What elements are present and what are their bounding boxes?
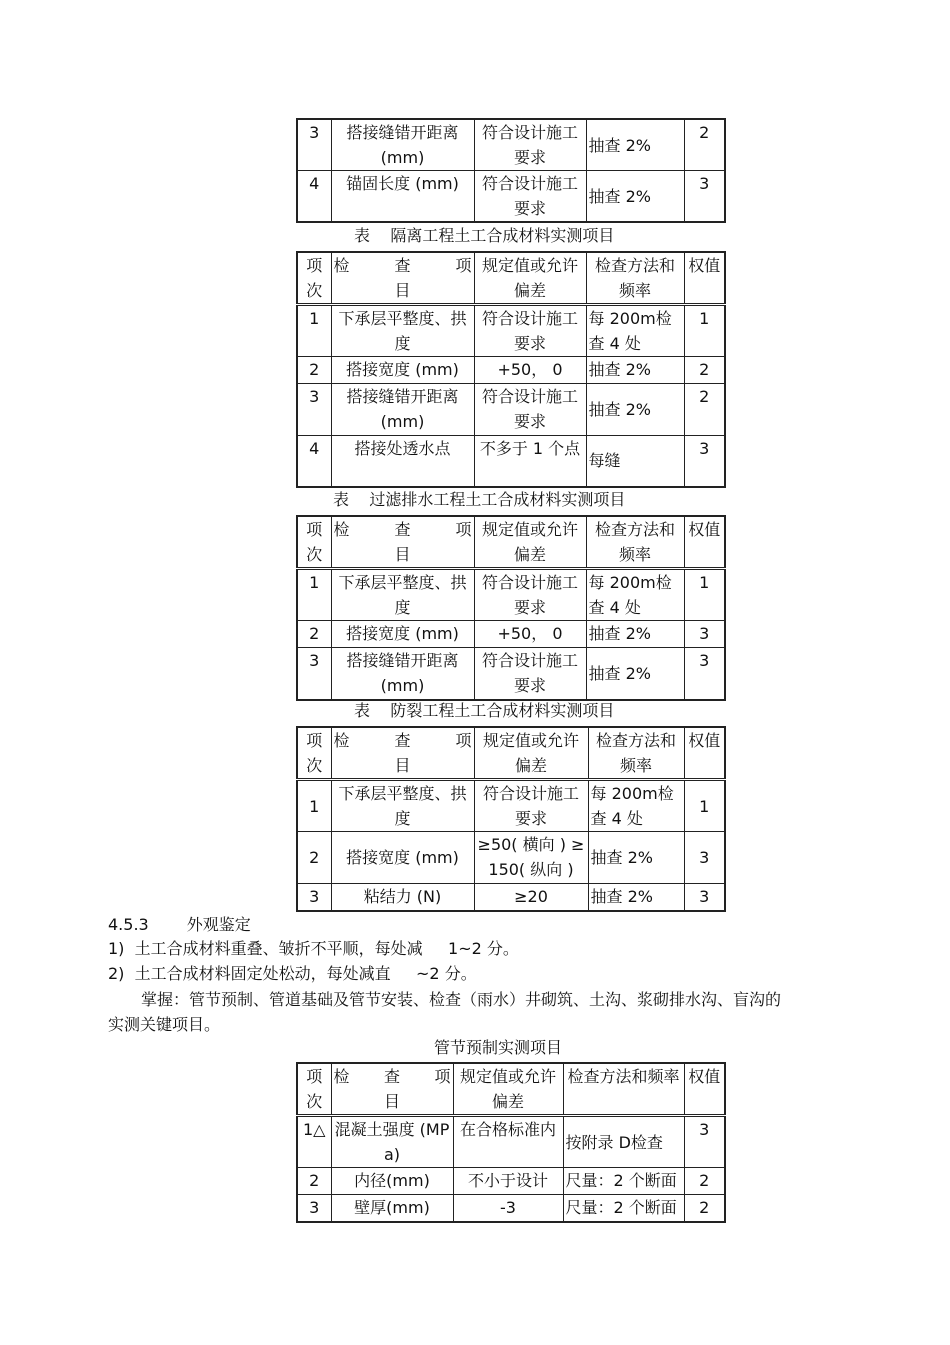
cell-spec: 不小于设计 bbox=[453, 1168, 563, 1195]
cell-item-no: 2 bbox=[297, 621, 331, 648]
cell-check-item: 搭接宽度 (mm) bbox=[331, 621, 474, 648]
cell-spec: 不多于 1 个点 bbox=[474, 436, 586, 487]
table-row bbox=[297, 648, 725, 700]
cell-item-no: 1△ bbox=[297, 1116, 331, 1168]
header-check-item: 检 查 项 目 bbox=[331, 516, 474, 569]
header-method: 检查方法和频率 bbox=[586, 252, 684, 305]
cell-method: 抽查 2% bbox=[586, 171, 684, 223]
header-check-item: 检 查 项 目 bbox=[331, 252, 474, 305]
cell-spec: 符合设计施工要求 bbox=[474, 171, 586, 223]
pipe-prefab-table bbox=[296, 1062, 726, 1223]
cell-weight: 3 bbox=[684, 1116, 725, 1168]
table-row bbox=[297, 436, 725, 487]
cell-weight: 1 bbox=[684, 305, 725, 357]
table-row bbox=[297, 384, 725, 436]
header-spec: 规定值或允许偏差 bbox=[474, 727, 588, 780]
cell-check-item: 搭接缝错开距离 (mm) bbox=[331, 648, 474, 700]
cell-weight: 3 bbox=[684, 621, 725, 648]
table-row bbox=[297, 884, 725, 911]
cell-method: 抽查 2% bbox=[588, 884, 684, 911]
cell-method: 每 200m检查 4 处 bbox=[588, 780, 684, 832]
cell-method: 按附录 D检查 bbox=[563, 1116, 684, 1168]
table-row bbox=[297, 621, 725, 648]
table-header-row bbox=[297, 516, 725, 569]
cell-method: 每 200m检查 4 处 bbox=[586, 569, 684, 621]
table-caption-pipe-prefab: 管节预制实测项目 bbox=[434, 1038, 563, 1057]
header-spec: 规定值或允许偏差 bbox=[474, 516, 586, 569]
cell-method: 尺量：2 个断面 bbox=[563, 1195, 684, 1222]
header-method: 检查方法和频率 bbox=[588, 727, 684, 780]
header-item-no: 项次 bbox=[297, 252, 331, 305]
cell-spec: 在合格标准内 bbox=[453, 1116, 563, 1168]
filter-drainage-table bbox=[296, 515, 726, 701]
table-header-row bbox=[297, 1063, 725, 1116]
table-row bbox=[297, 1168, 725, 1195]
table-caption-isolation: 表 隔离工程土工合成材料实测项目 bbox=[354, 226, 615, 245]
header-weight: 权值 bbox=[684, 727, 725, 780]
cell-weight: 2 bbox=[684, 384, 725, 436]
header-item-no: 项次 bbox=[297, 727, 331, 780]
header-weight: 权值 bbox=[684, 1063, 725, 1116]
cell-check-item: 锚固长度 (mm) bbox=[331, 171, 474, 223]
header-weight: 权值 bbox=[684, 252, 725, 305]
cell-item-no: 2 bbox=[297, 832, 331, 884]
table-row bbox=[297, 780, 725, 832]
cell-method: 抽查 2% bbox=[586, 648, 684, 700]
cell-spec: ≥50( 横向 ) ≥150( 纵向 ) bbox=[474, 832, 588, 884]
table-row bbox=[297, 357, 725, 384]
cell-method: 每缝 bbox=[586, 436, 684, 487]
header-spec: 规定值或允许偏差 bbox=[453, 1063, 563, 1116]
cell-method: 抽查 2% bbox=[586, 621, 684, 648]
cell-check-item: 下承层平整度、拱度 bbox=[331, 305, 474, 357]
header-weight: 权值 bbox=[684, 516, 725, 569]
cell-spec: 符合设计施工要求 bbox=[474, 305, 586, 357]
cell-check-item: 下承层平整度、拱度 bbox=[331, 569, 474, 621]
cell-weight: 3 bbox=[684, 884, 725, 911]
cell-weight: 2 bbox=[684, 119, 725, 171]
table-row bbox=[297, 1116, 725, 1168]
table-row bbox=[297, 1195, 725, 1222]
cell-method: 抽查 2% bbox=[586, 384, 684, 436]
section-number: 4.5.3 bbox=[108, 915, 149, 934]
cell-check-item: 搭接缝错开距离 (mm) bbox=[331, 119, 474, 171]
body-paragraph bbox=[108, 987, 858, 1037]
table-row bbox=[297, 171, 725, 223]
cell-weight: 2 bbox=[684, 357, 725, 384]
cell-item-no: 4 bbox=[297, 171, 331, 223]
cell-item-no: 1 bbox=[297, 305, 331, 357]
cell-method: 每 200m检查 4 处 bbox=[586, 305, 684, 357]
cell-check-item: 粘结力 (N) bbox=[331, 884, 474, 911]
cell-spec: +50， 0 bbox=[474, 357, 586, 384]
cell-weight: 3 bbox=[684, 648, 725, 700]
list-item: 1) 土工合成材料重叠、皱折不平顺，每处减 1~2 分。 bbox=[108, 939, 519, 958]
header-item-no: 项次 bbox=[297, 516, 331, 569]
cell-check-item: 壁厚(mm) bbox=[331, 1195, 453, 1222]
cell-method: 抽查 2% bbox=[588, 832, 684, 884]
cell-spec: 符合设计施工要求 bbox=[474, 569, 586, 621]
cell-item-no: 3 bbox=[297, 119, 331, 171]
cell-check-item: 内径(mm) bbox=[331, 1168, 453, 1195]
cell-item-no: 1 bbox=[297, 569, 331, 621]
header-item-no: 项次 bbox=[297, 1063, 331, 1116]
header-method: 检查方法和频率 bbox=[563, 1063, 684, 1116]
paragraph-line: 掌握：管节预制、管道基础及管节安装、检查（雨水）井砌筑、土沟、浆砌排水沟、盲沟的 bbox=[141, 990, 782, 1009]
cell-spec: ≥20 bbox=[474, 884, 588, 911]
header-check-item: 检 查 项 目 bbox=[331, 1063, 453, 1116]
paragraph-line: 实测关键项目。 bbox=[108, 1015, 221, 1034]
section-title: 外观鉴定 bbox=[186, 915, 251, 934]
cell-weight: 2 bbox=[684, 1195, 725, 1222]
cell-weight: 2 bbox=[684, 1168, 725, 1195]
anchoring-table-continuation bbox=[296, 118, 726, 223]
cell-method: 抽查 2% bbox=[586, 357, 684, 384]
cell-item-no: 3 bbox=[297, 884, 331, 911]
cell-item-no: 2 bbox=[297, 357, 331, 384]
cell-item-no: 3 bbox=[297, 648, 331, 700]
table-caption-filter-drainage: 表 过滤排水工程土工合成材料实测项目 bbox=[333, 490, 626, 509]
cell-item-no: 3 bbox=[297, 1195, 331, 1222]
crack-prevention-table bbox=[296, 726, 726, 912]
header-check-item: 检 查 项 目 bbox=[331, 727, 474, 780]
cell-check-item: 搭接处透水点 bbox=[331, 436, 474, 487]
table-header-row bbox=[297, 252, 725, 305]
cell-check-item: 混凝土强度 (MPa) bbox=[331, 1116, 453, 1168]
cell-check-item: 下承层平整度、拱度 bbox=[331, 780, 474, 832]
cell-weight: 1 bbox=[684, 780, 725, 832]
table-caption-crack-prevention: 表 防裂工程土工合成材料实测项目 bbox=[354, 701, 615, 720]
cell-spec: 符合设计施工要求 bbox=[474, 384, 586, 436]
cell-spec: -3 bbox=[453, 1195, 563, 1222]
cell-item-no: 2 bbox=[297, 1168, 331, 1195]
cell-spec: +50， 0 bbox=[474, 621, 586, 648]
table-row bbox=[297, 832, 725, 884]
header-spec: 规定值或允许偏差 bbox=[474, 252, 586, 305]
cell-method: 抽查 2% bbox=[586, 119, 684, 171]
table-row bbox=[297, 119, 725, 171]
cell-weight: 1 bbox=[684, 569, 725, 621]
table-row bbox=[297, 569, 725, 621]
cell-weight: 3 bbox=[684, 832, 725, 884]
cell-spec: 符合设计施工要求 bbox=[474, 648, 586, 700]
cell-method: 尺量：2 个断面 bbox=[563, 1168, 684, 1195]
list-item: 2) 土工合成材料固定处松动，每处减直 ~2 分。 bbox=[108, 964, 477, 983]
cell-item-no: 3 bbox=[297, 384, 331, 436]
cell-weight: 3 bbox=[684, 436, 725, 487]
table-row bbox=[297, 305, 725, 357]
cell-check-item: 搭接宽度 (mm) bbox=[331, 832, 474, 884]
isolation-table bbox=[296, 251, 726, 488]
cell-spec: 符合设计施工要求 bbox=[474, 780, 588, 832]
cell-spec: 符合设计施工要求 bbox=[474, 119, 586, 171]
cell-check-item: 搭接缝错开距离 (mm) bbox=[331, 384, 474, 436]
cell-weight: 3 bbox=[684, 171, 725, 223]
table-header-row bbox=[297, 727, 725, 780]
cell-item-no: 1 bbox=[297, 780, 331, 832]
header-method: 检查方法和频率 bbox=[586, 516, 684, 569]
section-heading bbox=[108, 912, 858, 937]
cell-check-item: 搭接宽度 (mm) bbox=[331, 357, 474, 384]
cell-item-no: 4 bbox=[297, 436, 331, 487]
